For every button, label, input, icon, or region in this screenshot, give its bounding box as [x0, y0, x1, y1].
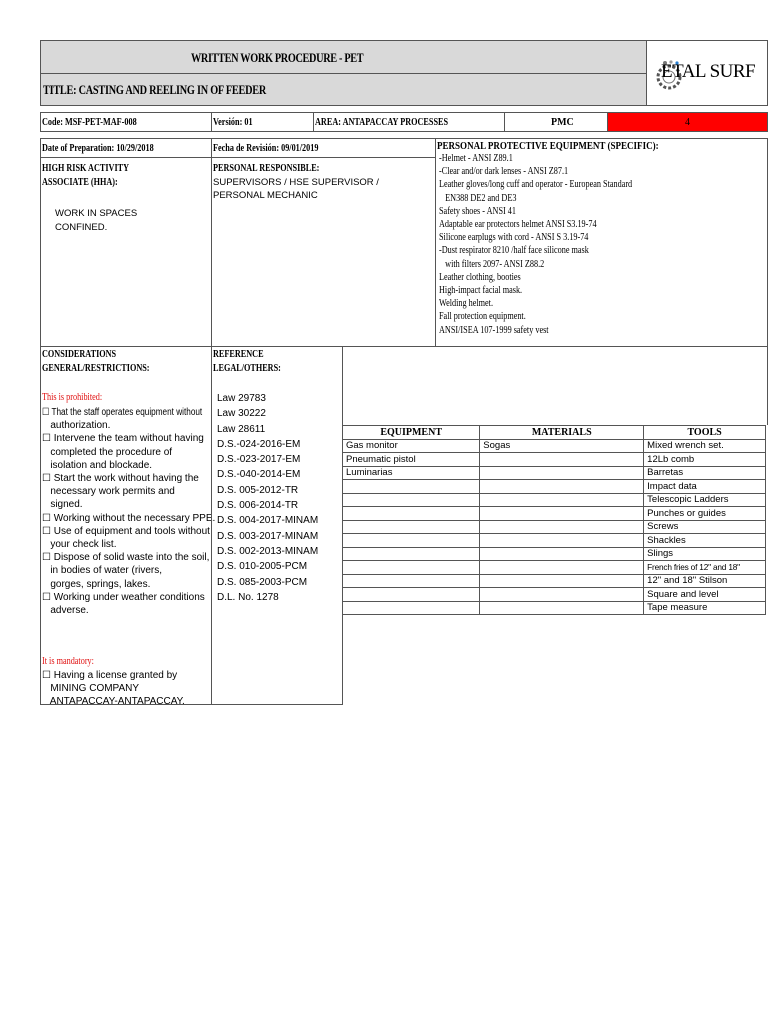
prohibited-item: completed the procedure of [42, 446, 173, 458]
materials-cell [480, 466, 644, 480]
resources-table-body [343, 439, 766, 615]
high-risk-value-2: CONFINED. [55, 222, 108, 233]
prohibited-item: ☐ Use of equipment and tools without [42, 525, 210, 537]
prohibited-item: in bodies of water (rivers, [42, 565, 163, 577]
high-risk-label-2: ASSOCIATE (HHA): [42, 177, 118, 188]
ppe-label: PERSONAL PROTECTIVE EQUIPMENT (SPECIFIC): [437, 140, 659, 152]
high-risk-value: WORK IN SPACES [55, 208, 138, 219]
considerations-cell [40, 346, 216, 708]
table-row [343, 601, 766, 615]
table-row [343, 507, 766, 521]
equipment-cell [343, 520, 480, 534]
tools-cell: Mixed wrench set. [644, 439, 766, 453]
prohibited-item: ☐ That the staff operates equipment without [42, 407, 203, 418]
mandatory-item: ☐ Having a license granted by [42, 670, 178, 681]
reference-cell [211, 346, 343, 705]
area-cell [313, 112, 505, 132]
reference-item: D.S. 006-2014-TR [217, 500, 299, 512]
reference-item: Law 28611 [217, 423, 266, 435]
table-row [343, 574, 766, 588]
ppe-item: -Clear and/or dark lenses - ANSI Z87.1 [439, 166, 569, 178]
mandatory-item: ANTAPACCAY-ANTAPACCAY. [42, 696, 185, 708]
pmc-value: 4 [685, 117, 690, 128]
materials-cell [480, 480, 644, 494]
mandatory-list [42, 669, 185, 709]
personal-responsible-value-2: PERSONAL MECHANIC [213, 190, 318, 201]
doc-type-header [40, 40, 647, 74]
tools-cell: Impact data [644, 480, 766, 494]
reference-item: D.S. 010-2005-PCM [217, 561, 308, 573]
table-row [343, 453, 766, 467]
table-row [343, 493, 766, 507]
equipment-cell: Gas monitor [343, 439, 480, 453]
personal-responsible-value: SUPERVISORS / HSE SUPERVISOR / [213, 177, 379, 188]
equipment-cell: Luminarias [343, 466, 480, 480]
dates-row-mid [211, 138, 436, 158]
column-header-materials: MATERIALS [480, 426, 644, 440]
reference-item: Law 30222 [217, 408, 266, 420]
table-row [343, 561, 766, 575]
ppe-item: ANSI/ISEA 107-1999 safety vest [439, 324, 549, 336]
high-risk-cell [40, 157, 212, 347]
equipment-cell [343, 493, 480, 507]
reference-item: D.S.-024-2016-EM [217, 438, 301, 450]
tools-cell: Slings [644, 547, 766, 561]
high-risk-label: HIGH RISK ACTIVITY [42, 163, 130, 174]
tools-cell: 12Lb comb [644, 453, 766, 467]
prohibited-item: your check list. [42, 539, 117, 551]
equipment-cell [343, 601, 480, 615]
prohibited-item: isolation and blockade. [42, 459, 153, 471]
personal-responsible-cell [211, 157, 436, 347]
prohibited-label: This is prohibited: [42, 392, 103, 403]
area-value: AREA: ANTAPACCAY PROCESSES [315, 117, 449, 128]
equipment-cell [343, 507, 480, 521]
code-value: Code: MSF-PET-MAF-008 [42, 117, 137, 128]
preparation-date: Date of Preparation: 10/29/2018 [42, 143, 154, 154]
ppe-item: with filters 2097- ANSI Z88.2 [439, 258, 545, 270]
prohibited-item: ☐ Dispose of solid waste into the soil, [42, 552, 210, 564]
reference-item: D.S. 002-2013-MINAM [217, 545, 319, 557]
ppe-item: EN388 DE2 and DE3 [439, 192, 517, 204]
code-cell [40, 112, 212, 132]
equipment-cell [343, 588, 480, 602]
tools-cell: Barretas [644, 466, 766, 480]
materials-cell [480, 547, 644, 561]
materials-cell [480, 493, 644, 507]
resources-area [342, 346, 768, 425]
table-row [343, 480, 766, 494]
prohibited-item: ☐ Working without the necessary PPE. [42, 512, 216, 524]
materials-cell [480, 534, 644, 548]
prohibited-item: ☐ Start the work without having the [42, 473, 199, 485]
table-header-row [343, 426, 766, 440]
prohibited-item: adverse. [42, 605, 89, 617]
prohibited-item: signed. [42, 499, 83, 511]
equipment-cell [343, 480, 480, 494]
reference-item: D.S.-023-2017-EM [217, 454, 301, 466]
tools-cell: French fries of 12" and 18" [644, 561, 766, 575]
considerations-label-2: GENERAL/RESTRICTIONS: [42, 363, 150, 374]
reference-label: REFERENCE [213, 349, 264, 360]
tools-cell: Tape measure [644, 601, 766, 615]
prohibited-item: ☐ Working under weather conditions [42, 591, 205, 603]
mandatory-label: It is mandatory: [42, 656, 94, 667]
materials-cell [480, 453, 644, 467]
reference-item: Law 29783 [217, 393, 266, 404]
tools-cell: Shackles [644, 534, 766, 548]
title-bar [40, 73, 647, 106]
personal-responsible-label: PERSONAL RESPONSIBLE: [213, 163, 320, 174]
considerations-label: CONSIDERATIONS [42, 349, 117, 360]
materials-cell [480, 588, 644, 602]
equipment-cell [343, 534, 480, 548]
materials-cell [480, 561, 644, 575]
ppe-item: -Helmet - ANSI Z89.1 [439, 153, 513, 164]
ppe-item: Adaptable ear protectors helmet ANSI S3.19-74 [439, 219, 597, 231]
revision-date: Fecha de Revisión: 09/01/2019 [213, 143, 319, 154]
tools-cell: Punches or guides [644, 507, 766, 521]
prohibited-item: authorization. [42, 420, 111, 432]
column-header-tools: TOOLS [644, 426, 766, 440]
materials-cell [480, 601, 644, 615]
reference-list [217, 391, 318, 605]
logo-text: ETAL SURF [661, 61, 756, 82]
prohibited-item: ☐ Intervene the team without having [42, 433, 204, 445]
version-value: Versión: 01 [213, 117, 253, 128]
pmc-value-cell [607, 112, 768, 132]
version-cell [211, 112, 314, 132]
reference-label-2: LEGAL/OTHERS: [213, 363, 281, 374]
doc-type-title: WRITTEN WORK PROCEDURE - PET [191, 51, 364, 65]
procedure-title: TITLE: CASTING AND REELING IN OF FEEDER [43, 83, 266, 97]
prohibited-item: gorges, springs, lakes. [42, 578, 151, 590]
equipment-cell [343, 561, 480, 575]
equipment-cell: Pneumatic pistol [343, 453, 480, 467]
resources-table [342, 425, 766, 615]
ppe-item: -Dust respirator 8210 /half face silicone mask [439, 245, 589, 257]
table-row [343, 520, 766, 534]
reference-item: D.S.-040-2014-EM [217, 469, 301, 481]
ppe-item: Welding helmet. [439, 298, 494, 310]
pmc-label: PMC [551, 117, 574, 128]
reference-item: D.L. No. 1278 [217, 591, 279, 603]
prohibited-list [42, 406, 237, 617]
materials-cell: Sogas [480, 439, 644, 453]
ppe-item: High-impact facial mask. [439, 285, 523, 297]
table-row [343, 547, 766, 561]
table-row [343, 439, 766, 453]
reference-item: D.S. 085-2003-PCM [217, 576, 308, 588]
materials-cell [480, 507, 644, 521]
reference-item: D.S. 004-2017-MINAM [217, 515, 319, 527]
table-row [343, 534, 766, 548]
ppe-item: Silicone earplugs with cord - ANSI S 3.19-74 [439, 232, 589, 244]
mandatory-item: MINING COMPANY [42, 683, 140, 695]
tools-cell: 12" and 18" Stilson [644, 574, 766, 588]
tools-cell: Screws [644, 520, 766, 534]
company-logo [646, 40, 768, 106]
prohibited-item: necessary work permits and [42, 486, 175, 498]
materials-cell [480, 574, 644, 588]
ppe-item: Safety shoes - ANSI 41 [439, 205, 516, 217]
ppe-list [439, 152, 675, 337]
materials-cell [480, 520, 644, 534]
column-header-equipment: EQUIPMENT [343, 426, 480, 440]
pmc-label-cell [504, 112, 608, 132]
tools-cell: Square and level [644, 588, 766, 602]
equipment-cell [343, 574, 480, 588]
dates-row-left [40, 138, 212, 158]
table-row [343, 466, 766, 480]
reference-item: D.S. 003-2017-MINAM [217, 530, 319, 542]
tools-cell: Telescopic Ladders [644, 493, 766, 507]
equipment-cell [343, 547, 480, 561]
procedure-sheet [40, 40, 768, 708]
ppe-item: Leather clothing, booties [439, 271, 521, 283]
ppe-item: Leather gloves/long cuff and operator - European Standard [439, 179, 633, 191]
reference-item: D.S. 005-2012-TR [217, 484, 299, 496]
ppe-item: Fall protection equipment. [439, 311, 526, 323]
table-row [343, 588, 766, 602]
ppe-cell [435, 138, 768, 347]
